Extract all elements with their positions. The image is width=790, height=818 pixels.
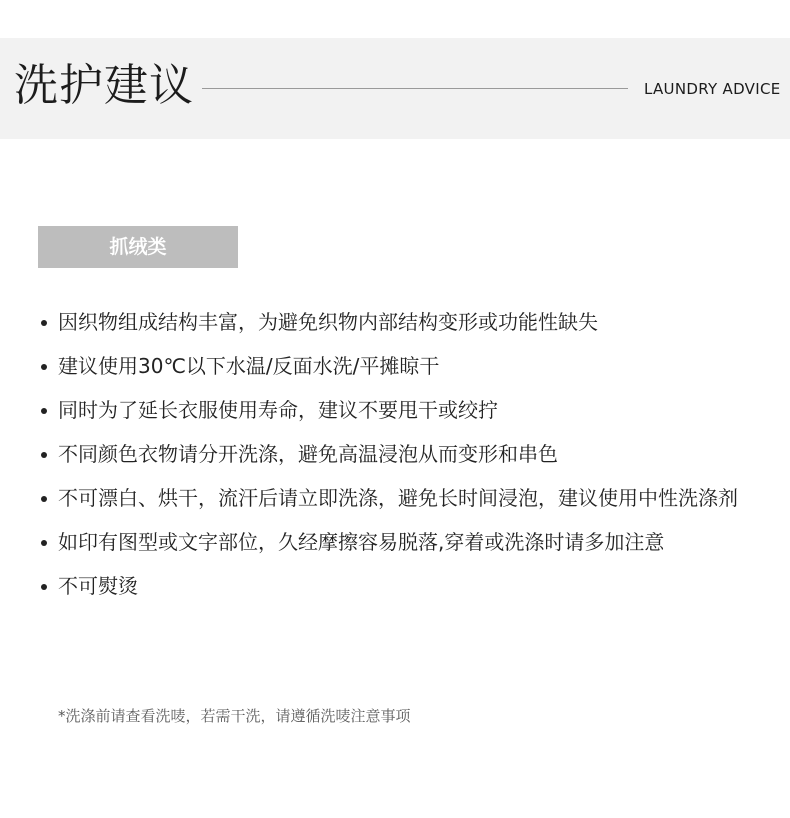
advice-item	[38, 344, 760, 388]
bullet-icon	[41, 320, 47, 326]
page-subtitle: LAUNDRY ADVICE	[644, 80, 781, 98]
header-divider	[202, 88, 628, 89]
advice-item	[38, 432, 760, 476]
bullet-icon	[41, 496, 47, 502]
advice-item	[38, 476, 760, 520]
bullet-icon	[41, 408, 47, 414]
advice-text: 不可熨烫	[58, 574, 138, 598]
advice-item	[38, 520, 760, 564]
advice-item	[38, 388, 760, 432]
advice-text: 不同颜色衣物请分开洗涤，避免高温浸泡从而变形和串色	[58, 442, 558, 466]
advice-item	[38, 300, 760, 344]
bullet-icon	[41, 540, 47, 546]
category-tag: 抓绒类	[38, 226, 238, 268]
advice-item	[38, 564, 760, 608]
bullet-icon	[41, 452, 47, 458]
advice-text: 同时为了延长衣服使用寿命，建议不要甩干或绞拧	[58, 398, 498, 422]
advice-text: 因织物组成结构丰富，为避免织物内部结构变形或功能性缺失	[58, 310, 598, 334]
page-title: 洗护建议	[14, 60, 194, 111]
bullet-icon	[41, 364, 47, 370]
advice-text: 不可漂白、烘干，流汗后请立即洗涤，避免长时间浸泡，建议使用中性洗涤剂	[58, 486, 738, 510]
advice-list	[38, 300, 760, 608]
advice-text: 如印有图型或文字部位，久经摩擦容易脱落,穿着或洗涤时请多加注意	[58, 530, 665, 554]
advice-text: 建议使用30℃以下水温/反面水洗/平摊晾干	[58, 354, 440, 378]
footnote: *洗涤前请查看洗唛，若需干洗，请遵循洗唛注意事项	[58, 707, 411, 725]
bullet-icon	[41, 584, 47, 590]
